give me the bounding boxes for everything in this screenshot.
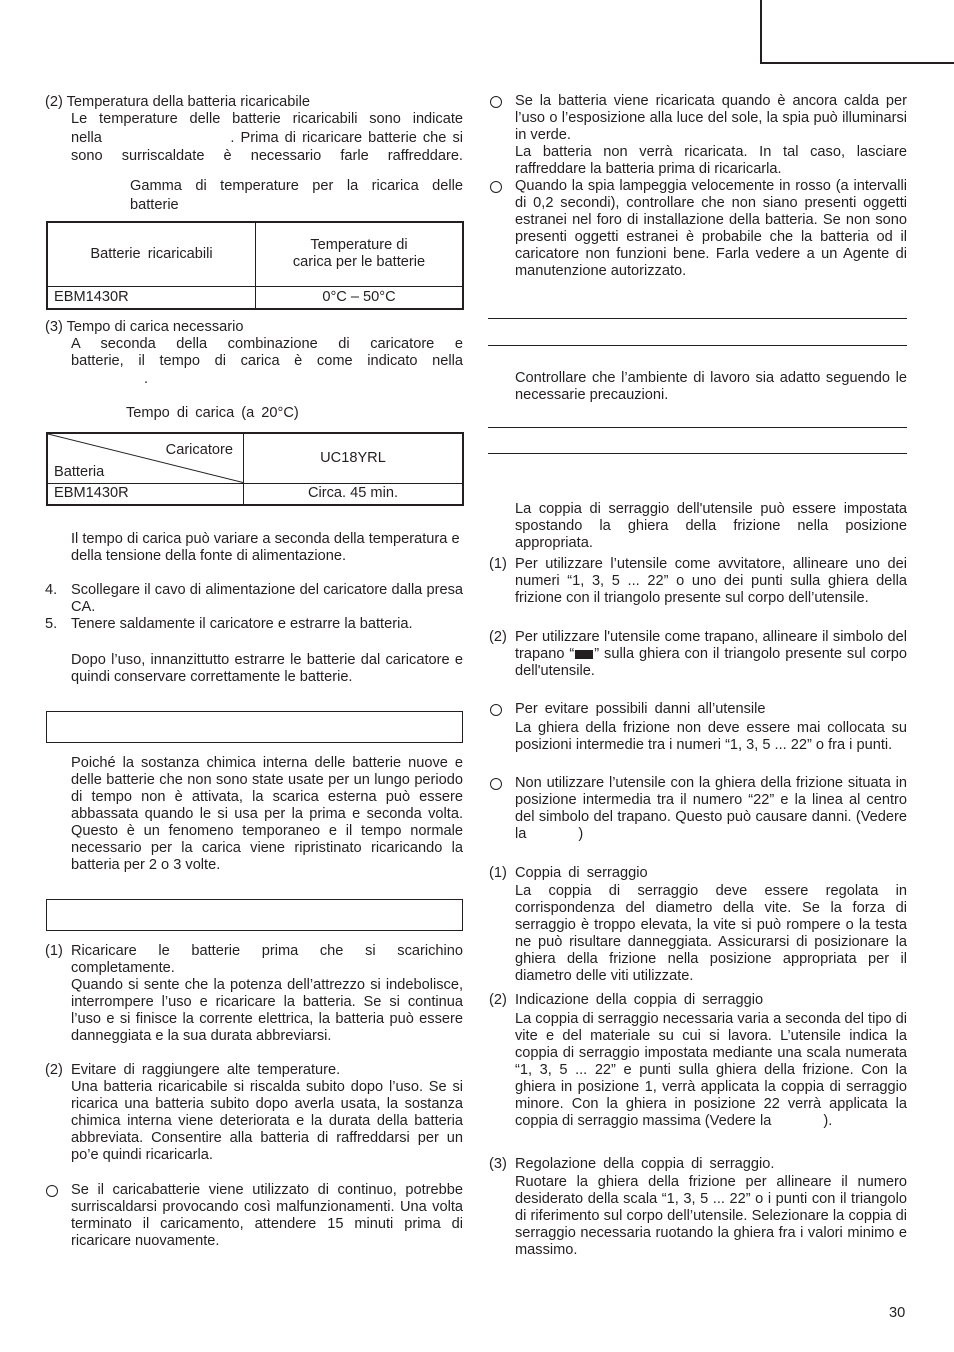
- section-rule: [488, 318, 907, 319]
- clutch-item2-text-a: Per utilizzare l'utensile come trapano, allineare il simbolo del trapano “: [515, 629, 907, 662]
- clutch-item2-number: (2): [489, 629, 507, 645]
- table2-header-diagonal-cell: [47, 433, 244, 483]
- table2-caption: Tempo di carica (a 20°C): [126, 405, 299, 421]
- temp-section-title: (2) Temperatura della batteria ricaricabile: [45, 94, 310, 110]
- caution-intermediate-a: Non utilizzare l’utensile con la ghiera della frizione situata in posizione intermedia tra il numero “22” e la linea al centro del simbolo del trapano. Questo può causare danni. (Vedere la: [515, 775, 907, 842]
- table1-caption-line2: batterie: [130, 197, 179, 213]
- care-item1-number: (1): [45, 943, 63, 959]
- section-rule: [488, 427, 907, 428]
- temp-body-line2a: nella: [71, 130, 102, 146]
- drill-symbol-icon: [575, 650, 593, 659]
- clutch-item1-number: (1): [489, 556, 507, 572]
- hot-battery-note: Se la batteria viene ricaricata quando è ancora calda per l’uso o l’esposizione alla luce del sole, la spia può illuminarsi in verde.: [515, 93, 907, 143]
- torque-intro: La coppia di serraggio dell'utensile può essere impostata spostando la ghiera della frizione nella posizione appropriata.: [515, 501, 907, 551]
- heading-box-new-battery: [46, 711, 463, 743]
- bullet-circle-icon: [46, 1185, 58, 1197]
- page-number: 30: [889, 1305, 906, 1321]
- hot-battery-note-cont: La batteria non verrà ricaricata. In tal caso, lasciare raffreddare la batteria prima di ricaricarla.: [515, 144, 907, 177]
- torque-item3-body: Ruotare la ghiera della frizione per allineare il numero desiderato della scala “1, 3, 5 ... 22” o i punti con il triangolo di riferimento sul corpo dell’utensile. Selezionare la coppia di serraggio necessaria ruotando la ghiera fra i valori minimo e massimo.: [515, 1174, 907, 1258]
- caution-intermediate-b: ): [578, 826, 584, 842]
- work-environment-note: Controllare che l’ambiente di lavoro sia adatto seguendo le necessarie precauzioni.: [515, 370, 907, 403]
- after-use-note: Dopo l’uso, innanzittutto estrarre le batterie dal caricatore e quindi conservare correttamente le batterie.: [71, 652, 463, 685]
- table2-cell-battery: EBM1430R: [47, 483, 244, 505]
- step-5-text: Tenere saldamente il caricatore e estrarre la batteria.: [71, 616, 413, 632]
- table1-header-batteries: Batterie ricaricabili: [47, 222, 256, 286]
- temp-body-line3: sono surriscaldate è necessario farle raffreddare.: [71, 148, 463, 164]
- clutch-item2-text-b: ” sulla ghiera con il triangolo presente sul corpo dell'utensile.: [515, 646, 907, 679]
- temp-body-line2b: . Prima di ricaricare batterie che si: [230, 130, 463, 146]
- table1-cell-range: 0°C – 50°C: [256, 286, 464, 309]
- torque-item2-body-a: La coppia di serraggio necessaria varia a seconda del tipo di vite e del materiale su cui si lavora. L’utensile indica la coppia di serraggio impostata mediante una scala numerata “1, 3, 5 ... 22” e punti sulla ghiera della frizione. Con la ghiera in posizione 1, verrà applicata la coppia di serraggio minore. Con la ghiera in posizione 22 verrà applicata la coppia di serraggio massima (Vedere la: [515, 1011, 907, 1129]
- table1-caption-line1: Gamma di temperature per la ricarica delle: [130, 178, 463, 194]
- care-item1-body: Quando si sente che la potenza dell’attrezzo si indebolisce, interrompere l’uso e ricaricare la batteria. Se si continua l’uso e si finisce la corrente elettrica, la batteria può essere danneggiata e la sua durata abbreviarsi.: [71, 977, 463, 1044]
- bullet-circle-icon: [490, 778, 502, 790]
- care-item2-number: (2): [45, 1062, 63, 1078]
- heading-box-battery-care: [46, 899, 463, 931]
- torque-item1-body: La coppia di serraggio deve essere regolata in corrispondenza del diametro della vite. Se la forza di serraggio è troppo elevata, la vite si può rompere o la testa ne può risultare danneggiata. Assicurarsi di posizionare la ghiera della frizione nella posizione appropriata per il diametro delle viti utilizzate.: [515, 883, 907, 984]
- step-5-number: 5.: [45, 616, 58, 632]
- torque-item2-body-b: ).: [823, 1113, 833, 1129]
- table2-header-model: UC18YRL: [244, 433, 464, 483]
- bullet-circle-icon: [490, 704, 502, 716]
- time-body-line1: A seconda della combinazione di caricatore e: [71, 336, 463, 352]
- care-item1-title: Ricaricare le batterie prima che si scarichino completamente.: [71, 943, 463, 976]
- table2-cell-time: Circa. 45 min.: [244, 483, 464, 505]
- torque-item2-body: [515, 1011, 907, 1130]
- torque-item3-title: Regolazione della coppia di serraggio.: [515, 1156, 775, 1172]
- caution-body: La ghiera della frizione non deve essere mai collocata su posizioni intermedie tra i numeri “1, 3, 5 ... 22” o fra i punti.: [515, 720, 907, 753]
- clutch-item2-text: [515, 629, 907, 680]
- step-4-text: Scollegare il cavo di alimentazione del caricatore dalla presa CA.: [71, 582, 463, 615]
- language-tab-box: [760, 0, 954, 64]
- time-section-title: (3) Tempo di carica necessario: [45, 319, 244, 335]
- step-4-number: 4.: [45, 582, 58, 598]
- bullet-circle-icon: [490, 96, 502, 108]
- blinking-red-note: Quando la spia lampeggia velocemente in rosso (a intervalli di 0,2 secondi), controllare che non siano presenti oggetti estranei nel foro di installazione della batteria. Se non sono presenti oggetti estranei è probabile che la batteria od il caricatore non funzioni bene. Farla vedere a un Agente di manutenzione autorizzato.: [515, 178, 907, 279]
- care-item2-title: Evitare di raggiungere alte temperature.: [71, 1062, 341, 1078]
- temp-body-line1: Le temperature delle batterie ricaricabili sono indicate: [71, 111, 463, 127]
- section-rule: [488, 345, 907, 346]
- care-item2-body: Una batteria ricaricabile si riscalda subito dopo l’uso. Se si ricarica una batteria subito dopo averla usata, la sostanza chimica interna viene deteriorata e la durata della batteria abbreviata. Consentire alla batteria di raffreddarsi per un po’e quindi ricaricarla.: [71, 1079, 463, 1163]
- time-body-line2: batterie, il tempo di carica è come indicato nella: [71, 353, 463, 369]
- table2-header-battery: Batteria: [54, 464, 105, 480]
- torque-item2-number: (2): [489, 992, 507, 1008]
- table1-cell-model: EBM1430R: [47, 286, 256, 309]
- torque-item3-number: (3): [489, 1156, 507, 1172]
- table1-header-temperature: Temperature di carica per le batterie: [256, 222, 464, 286]
- charger-overheat-note: Se il caricabatterie viene utilizzato di continuo, potrebbe surriscaldarsi provocando così malfunzionamenti. Una volta terminato il caricamento, attendere 15 minuti prima di ricaricare nuovamente.: [71, 1182, 463, 1249]
- clutch-item1-text: Per utilizzare l’utensile come avvitatore, allineare uno dei numeri “1, 3, 5 ... 22” o uno dei punti sulla ghiera della frizione con il triangolo presente sul corpo dell’utensile.: [515, 556, 907, 606]
- caution-intermediate: [515, 775, 907, 843]
- torque-item1-title: Coppia di serraggio: [515, 865, 648, 881]
- caution-title: Per evitare possibili danni all’utensile: [515, 701, 766, 717]
- charging-time-note: Il tempo di carica può variare a seconda della temperatura e della tensione della fonte di alimentazione.: [71, 531, 460, 564]
- table2-header-charger: Caricatore: [165, 442, 233, 458]
- torque-item1-number: (1): [489, 865, 507, 881]
- bullet-circle-icon: [490, 181, 502, 193]
- time-body-line3: .: [144, 371, 149, 387]
- charging-time-table: [46, 432, 464, 506]
- torque-item2-title: Indicazione della coppia di serraggio: [515, 992, 764, 1008]
- section-rule: [488, 453, 907, 454]
- charging-temperature-table: [46, 221, 464, 310]
- new-battery-paragraph: Poiché la sostanza chimica interna delle batterie nuove e delle batterie che non sono state usate per un lungo periodo di tempo non è attivata, la scarica esterna può essere abbassata quando le si usa per la prima e seconda volta. Questo è un fenomeno temporaneo e il tempo normale necessario per la carica viene ripristinato ricaricando la batteria per 2 o 3 volte.: [71, 755, 463, 873]
